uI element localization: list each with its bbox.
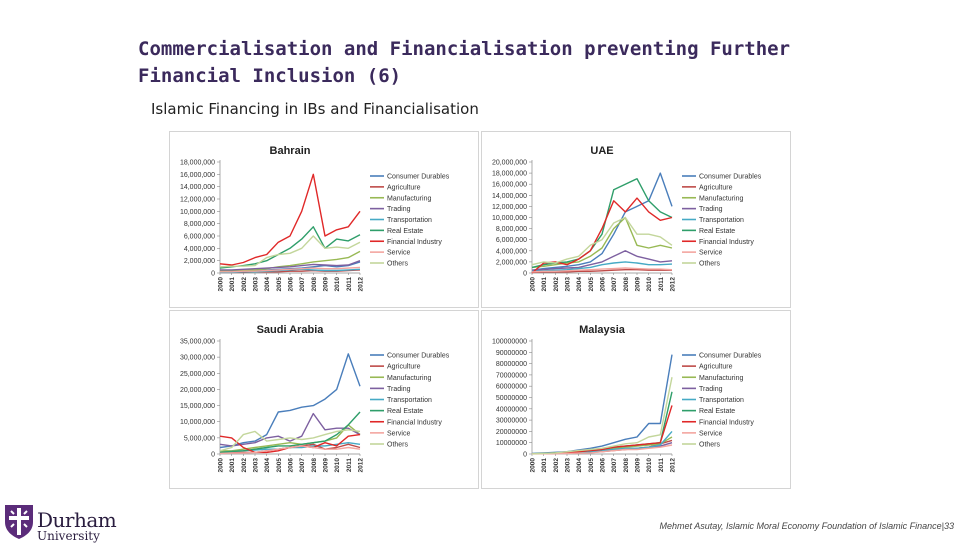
y-tick-label: 6,000,000 xyxy=(183,233,215,241)
y-tick-label: 40000000 xyxy=(495,406,527,414)
x-tick-label: 2009 xyxy=(322,458,330,473)
y-tick-label: 8,000,000 xyxy=(495,226,527,234)
legend-label-trading: Trading xyxy=(699,206,723,214)
y-tick-label: 4,000,000 xyxy=(183,245,215,253)
legend-label-others: Others xyxy=(699,441,721,449)
x-tick-label: 2005 xyxy=(275,277,283,292)
y-tick-label: 25,000,000 xyxy=(179,370,215,378)
series-line-trading xyxy=(220,414,360,446)
legend-label-trading: Trading xyxy=(387,206,411,214)
y-tick-label: 30,000,000 xyxy=(179,354,215,362)
x-tick-label: 2007 xyxy=(611,277,619,292)
x-tick-label: 2006 xyxy=(287,458,295,473)
y-tick-label: 14,000,000 xyxy=(491,192,527,200)
y-tick-label: 20,000,000 xyxy=(179,386,215,394)
chart-title: Saudi Arabia xyxy=(256,324,324,336)
x-tick-label: 2010 xyxy=(646,277,654,292)
legend-label-real-estate: Real Estate xyxy=(699,408,736,416)
y-tick-label: 0 xyxy=(523,270,527,278)
x-tick-label: 2012 xyxy=(669,277,677,292)
chart-saudi-arabia xyxy=(169,310,479,489)
legend-label-transportation: Transportation xyxy=(699,217,744,224)
x-tick-label: 2001 xyxy=(229,458,237,473)
legend-label-manufacturing: Manufacturing xyxy=(699,195,744,203)
y-tick-label: 16,000,000 xyxy=(179,171,215,179)
legend-label-real-estate: Real Estate xyxy=(387,408,424,416)
y-tick-label: 70000000 xyxy=(495,372,527,380)
x-tick-label: 2012 xyxy=(669,458,677,473)
x-tick-label: 2008 xyxy=(310,458,318,473)
legend-label-financial-industry: Financial Industry xyxy=(699,238,754,246)
slide-subtitle: Islamic Financing in IBs and Financialisation xyxy=(151,100,479,118)
legend-label-others: Others xyxy=(387,260,409,268)
chart-svg xyxy=(482,132,790,307)
y-tick-label: 8,000,000 xyxy=(183,221,215,229)
x-tick-label: 2006 xyxy=(599,277,607,292)
x-tick-label: 2005 xyxy=(275,458,283,473)
chart-title: Malaysia xyxy=(579,324,625,336)
legend-label-trading: Trading xyxy=(387,385,411,393)
legend-label-financial-industry: Financial Industry xyxy=(387,419,442,427)
x-tick-label: 2010 xyxy=(646,458,654,473)
legend-label-agriculture: Agriculture xyxy=(387,363,421,371)
x-tick-label: 2007 xyxy=(299,458,307,473)
x-tick-label: 2003 xyxy=(564,277,572,292)
legend-label-service: Service xyxy=(387,430,411,438)
legend-label-agriculture: Agriculture xyxy=(699,363,733,371)
x-tick-label: 2001 xyxy=(229,277,237,292)
legend-label-service: Service xyxy=(387,249,411,257)
x-tick-label: 2012 xyxy=(357,458,365,473)
series-line-others xyxy=(532,377,672,454)
legend-label-real-estate: Real Estate xyxy=(699,227,736,235)
legend-label-financial-industry: Financial Industry xyxy=(699,419,754,427)
legend-label-trading: Trading xyxy=(699,385,723,393)
legend-label-service: Service xyxy=(699,249,723,257)
x-tick-label: 2002 xyxy=(240,458,248,473)
logo-name: Durham xyxy=(37,508,117,532)
x-tick-label: 2008 xyxy=(622,458,630,473)
legend-label-manufacturing: Manufacturing xyxy=(387,374,432,382)
y-tick-label: 30000000 xyxy=(495,417,527,425)
y-tick-label: 90000000 xyxy=(495,349,527,357)
x-tick-label: 2004 xyxy=(264,277,272,292)
legend-label-manufacturing: Manufacturing xyxy=(699,374,744,382)
y-tick-label: 5,000,000 xyxy=(183,435,215,443)
x-tick-label: 2003 xyxy=(564,458,572,473)
x-tick-label: 2006 xyxy=(599,458,607,473)
legend-label-manufacturing: Manufacturing xyxy=(387,195,432,203)
x-tick-label: 2012 xyxy=(357,277,365,292)
y-tick-label: 10,000,000 xyxy=(491,215,527,222)
legend-label-transportation: Transportation xyxy=(387,397,432,404)
y-tick-label: 18,000,000 xyxy=(179,159,215,167)
x-tick-label: 2004 xyxy=(576,458,584,473)
x-tick-label: 2004 xyxy=(264,458,272,473)
legend-label-agriculture: Agriculture xyxy=(699,184,733,192)
chart-svg xyxy=(170,311,478,488)
y-tick-label: 0 xyxy=(211,451,215,459)
x-tick-label: 2008 xyxy=(622,277,630,292)
y-tick-label: 35,000,000 xyxy=(179,338,215,346)
series-line-financial-industry xyxy=(220,174,360,265)
y-tick-label: 50000000 xyxy=(495,395,527,402)
x-tick-label: 2002 xyxy=(240,277,248,292)
x-tick-label: 2006 xyxy=(287,277,295,292)
x-tick-label: 2000 xyxy=(529,277,537,292)
x-tick-label: 2009 xyxy=(322,277,330,292)
x-tick-label: 2000 xyxy=(217,277,225,292)
y-tick-label: 80000000 xyxy=(495,361,527,369)
legend-label-real-estate: Real Estate xyxy=(387,227,424,235)
y-tick-label: 0 xyxy=(523,451,527,459)
series-line-others xyxy=(220,236,360,267)
footer-citation: Mehmet Asutay, Islamic Moral Economy Foundation of Islamic Finance|33 xyxy=(659,521,954,531)
y-tick-label: 12,000,000 xyxy=(179,196,215,204)
series-line-consumer-durables xyxy=(532,173,672,270)
x-tick-label: 2009 xyxy=(634,277,642,292)
y-tick-label: 4,000,000 xyxy=(495,248,527,256)
chart-svg xyxy=(170,132,478,307)
x-tick-label: 2002 xyxy=(552,458,560,473)
x-tick-label: 2001 xyxy=(541,277,549,292)
legend-label-consumer-durables: Consumer Durables xyxy=(699,173,762,181)
x-tick-label: 2008 xyxy=(310,277,318,292)
y-tick-label: 6,000,000 xyxy=(495,237,527,245)
x-tick-label: 2000 xyxy=(529,458,537,473)
y-tick-label: 10,000,000 xyxy=(179,419,215,427)
x-tick-label: 2010 xyxy=(334,277,342,292)
x-tick-label: 2005 xyxy=(587,458,595,473)
y-tick-label: 10000000 xyxy=(495,440,527,448)
x-tick-label: 2002 xyxy=(552,277,560,292)
legend-label-agriculture: Agriculture xyxy=(387,184,421,192)
series-line-others xyxy=(532,218,672,265)
series-line-transportation xyxy=(532,431,672,453)
y-tick-label: 15,000,000 xyxy=(179,403,215,411)
legend-label-others: Others xyxy=(699,260,721,268)
chart-title: Bahrain xyxy=(269,145,311,157)
y-tick-label: 20,000,000 xyxy=(491,159,527,167)
legend-label-consumer-durables: Consumer Durables xyxy=(387,173,450,181)
legend-label-consumer-durables: Consumer Durables xyxy=(387,352,450,360)
legend-label-transportation: Transportation xyxy=(387,217,432,224)
x-tick-label: 2001 xyxy=(541,458,549,473)
y-tick-label: 60000000 xyxy=(495,383,527,391)
y-tick-label: 2,000,000 xyxy=(183,258,215,266)
y-tick-label: 100000000 xyxy=(491,338,527,346)
x-tick-label: 2004 xyxy=(576,277,584,292)
y-tick-label: 10,000,000 xyxy=(179,208,215,216)
y-tick-label: 16,000,000 xyxy=(491,181,527,189)
x-tick-label: 2003 xyxy=(252,458,260,473)
y-tick-label: 12,000,000 xyxy=(491,203,527,211)
x-tick-label: 2011 xyxy=(345,277,353,292)
legend-label-service: Service xyxy=(699,430,723,438)
durham-crest-icon xyxy=(2,502,36,540)
x-tick-label: 2000 xyxy=(217,458,225,473)
logo-sub: University xyxy=(37,529,100,543)
x-tick-label: 2003 xyxy=(252,277,260,292)
legend-label-financial-industry: Financial Industry xyxy=(387,238,442,246)
x-tick-label: 2007 xyxy=(299,277,307,292)
y-tick-label: 2,000,000 xyxy=(495,259,527,267)
x-tick-label: 2005 xyxy=(587,277,595,292)
chart-malaysia xyxy=(481,310,791,489)
x-tick-label: 2011 xyxy=(657,458,665,473)
x-tick-label: 2011 xyxy=(345,458,353,473)
x-tick-label: 2010 xyxy=(334,458,342,473)
legend-label-transportation: Transportation xyxy=(699,397,744,404)
chart-uae xyxy=(481,131,791,308)
slide-title: Commercialisation and Financialisation preventing Further Financial Inclusion (6) xyxy=(138,38,791,87)
chart-bahrain xyxy=(169,131,479,308)
y-tick-label: 0 xyxy=(211,270,215,278)
y-tick-label: 14,000,000 xyxy=(179,184,215,192)
chart-title: UAE xyxy=(590,145,614,157)
x-tick-label: 2009 xyxy=(634,458,642,473)
chart-svg xyxy=(482,311,790,488)
x-tick-label: 2007 xyxy=(611,458,619,473)
y-tick-label: 18,000,000 xyxy=(491,170,527,178)
legend-label-consumer-durables: Consumer Durables xyxy=(699,352,762,360)
legend-label-others: Others xyxy=(387,441,409,449)
series-line-consumer-durables xyxy=(532,355,672,454)
x-tick-label: 2011 xyxy=(657,277,665,292)
y-tick-label: 20000000 xyxy=(495,428,527,436)
